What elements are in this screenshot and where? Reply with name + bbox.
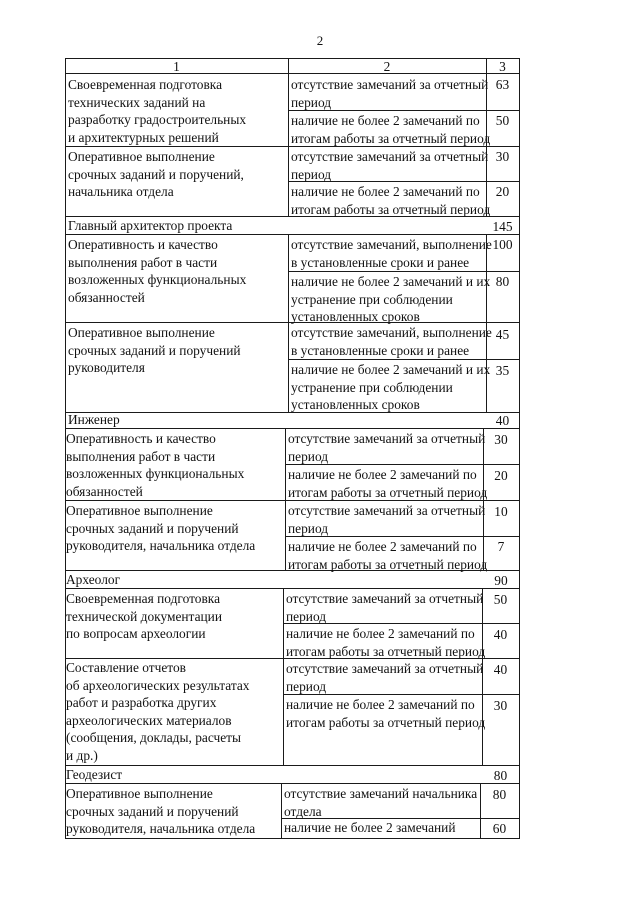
criterion-text: Своевременная подготовка технической документации по вопросам археологии <box>66 591 223 641</box>
condition-text: наличие не более 2 замечаний по итогам работы за отчетный период <box>286 697 486 730</box>
column-divider <box>288 58 289 216</box>
points-value: 80 <box>495 274 510 289</box>
section-title: Главный архитектор проекта <box>68 218 233 233</box>
condition-text: отсутствие замечаний, выполнение в установленные сроки и ранее <box>291 325 492 358</box>
condition-text: наличие не более 2 замечаний и их устранение при соблюдении установленных сроков <box>291 362 491 412</box>
criterion-text: Своевременная подготовка технических заданий на разработку градостроительных и архитектурных решений <box>68 77 247 145</box>
table-border-right <box>519 58 520 838</box>
header-col-2: 2 <box>383 59 391 74</box>
row-border <box>65 428 520 429</box>
points-value: 40 <box>493 627 508 642</box>
points-value: 30 <box>495 149 510 164</box>
condition-text: наличие не более 2 замечаний <box>284 820 456 835</box>
section-total: 90 <box>494 573 508 588</box>
row-border <box>65 838 520 839</box>
points-value: 35 <box>495 363 510 378</box>
condition-text: наличие не более 2 замечаний по итогам работы за отчетный период <box>291 184 491 217</box>
section-title: Геодезист <box>66 767 123 782</box>
points-value: 20 <box>494 468 508 483</box>
header-col-3: 3 <box>499 59 506 74</box>
criterion-text: Оперативность и качество выполнения работ в части возложенных функциональных обязанностей <box>66 431 245 499</box>
points-value: 40 <box>493 662 508 677</box>
condition-text: отсутствие замечаний за отчетный период <box>286 661 484 694</box>
condition-text: наличие не более 2 замечаний по итогам работы за отчетный период <box>291 113 491 146</box>
row-border <box>65 783 520 784</box>
criterion-text: Оперативное выполнение срочных заданий и поручений руководителя, начальника отдела <box>66 503 256 553</box>
condition-text: отсутствие замечаний за отчетный период <box>286 591 484 624</box>
row-border <box>65 588 520 589</box>
condition-text: отсутствие замечаний за отчетный период <box>291 149 489 182</box>
condition-text: отсутствие замечаний за отчетный период <box>288 503 486 536</box>
row-border <box>288 359 520 360</box>
header-col-1: 1 <box>173 59 180 74</box>
points-value: 30 <box>493 698 508 713</box>
column-divider <box>288 234 289 412</box>
criterion-text: Оперативное выполнение срочных заданий и поручений руководителя, начальника отдела <box>66 786 256 836</box>
points-value: 45 <box>495 327 510 342</box>
section-total: 145 <box>492 219 513 234</box>
points-value: 60 <box>492 821 507 836</box>
points-value: 63 <box>495 77 510 92</box>
condition-text: наличие не более 2 замечаний и их устранение при соблюдении установленных сроков <box>291 274 491 324</box>
points-value: 20 <box>495 184 510 199</box>
condition-text: отсутствие замечаний за отчетный период <box>291 77 489 110</box>
column-divider <box>285 428 286 570</box>
condition-text: отсутствие замечаний, выполнение в установленные сроки и ранее <box>291 237 492 270</box>
condition-text: наличие не более 2 замечаний по итогам работы за отчетный период <box>288 467 488 500</box>
criterion-text: Оперативное выполнение срочных заданий и поручений, начальника отдела <box>68 149 244 199</box>
points-value: 30 <box>494 432 508 447</box>
condition-text: отсутствие замечаний начальника отдела <box>284 786 478 819</box>
row-border <box>65 765 520 766</box>
section-title: Инженер <box>68 412 120 427</box>
column-divider <box>283 588 284 765</box>
page-number: 2 <box>316 33 324 48</box>
section-total: 80 <box>493 768 508 783</box>
condition-text: наличие не более 2 замечаний по итогам работы за отчетный период <box>288 539 488 572</box>
criterion-text: Составление отчетов об археологических результатах работ и разработка других археологических материалов (сообщения, доклады, расчеты и др.) <box>66 660 250 763</box>
points-value: 100 <box>492 237 513 252</box>
criterion-text: Оперативное выполнение срочных заданий и поручений руководителя <box>68 325 241 375</box>
criterion-text: Оперативность и качество выполнения работ в части возложенных функциональных обязанностей <box>68 237 247 305</box>
row-border <box>288 271 520 272</box>
points-value: 50 <box>495 113 510 128</box>
condition-text: отсутствие замечаний за отчетный период <box>288 431 486 464</box>
points-value: 7 <box>497 539 505 554</box>
points-value: 50 <box>493 592 508 607</box>
points-value: 10 <box>494 504 508 519</box>
column-divider <box>281 783 282 838</box>
section-title: Археолог <box>66 572 121 587</box>
condition-text: наличие не более 2 замечаний по итогам работы за отчетный период <box>286 626 486 659</box>
section-total: 40 <box>495 413 510 428</box>
points-value: 80 <box>492 787 507 802</box>
